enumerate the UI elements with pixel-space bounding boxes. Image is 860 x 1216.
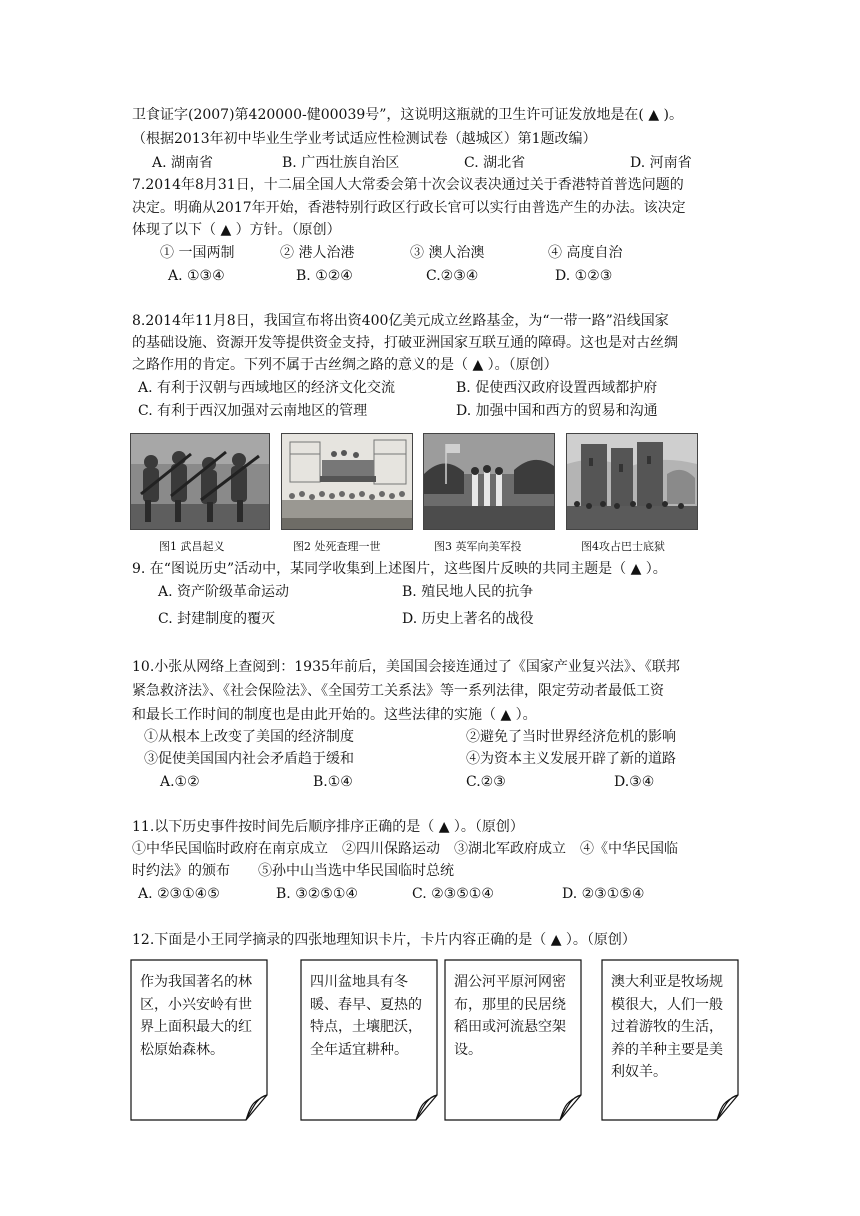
figure-4-caption: 图4攻占巴士底狱 [581, 540, 665, 553]
figure-2-caption: 图2 处死查理一世 [293, 540, 381, 553]
q11-option-c: C. ②③⑤①④ [412, 886, 494, 902]
q10-option-a: A.①② [160, 774, 200, 790]
q7-option-c: C.②③④ [426, 268, 479, 284]
figure-1-image [130, 433, 270, 530]
card-text: 湄公河平原河网密布，那里的民居绕稻田或河流悬空架设。 [454, 974, 566, 1058]
q11-line-3: 时约法》的颁布 ⑤孙中山当选中华民国临时总统 [132, 863, 454, 879]
q10-item-1: ①从根本上改变了美国的经济制度 [144, 729, 354, 745]
q7-option-d: D. ①②③ [555, 268, 613, 284]
q7-item-2: ② 港人治港 [280, 245, 355, 261]
q8-option-b: B. 促使西汉政府设置西域都护府 [456, 380, 658, 396]
q10-item-4: ④为资本主义发展开辟了新的道路 [466, 751, 676, 767]
q8-line-1: 8.2014年11月8日，我国宣布将出资400亿美元成立丝路基金，为“一带一路”沿线国家 [132, 313, 669, 329]
q10-item-3: ③促使美国国内社会矛盾趋于缓和 [144, 751, 354, 767]
q10-option-b: B.①④ [313, 774, 353, 790]
q12-stem: 12.下面是小王同学摘录的四张地理知识卡片，卡片内容正确的是（ ▲ ）。（原创） [132, 932, 636, 948]
q9-option-d: D. 历史上著名的战役 [402, 611, 534, 627]
q8-line-2: 的基础设施、资源开发等提供资金支持，打破亚洲国家互联互通的障碍。这也是对古丝绸 [132, 335, 678, 351]
q7-item-3: ③ 澳人治澳 [410, 245, 485, 261]
q7-line-1: 7.2014年8月31日，十二届全国人大常委会第十次会议表决通过关于香港特首普选问题的 [132, 177, 684, 193]
q6-option-b: B. 广西壮族自治区 [282, 155, 400, 171]
bastille-painting-icon [567, 434, 697, 529]
q11-line-1: 11.以下历史事件按时间先后顺序排序正确的是（ ▲ ）。（原创） [132, 819, 524, 835]
execution-engraving-icon [282, 434, 412, 529]
q6-line-1: 卫食证字(2007)第420000-健00039号”，这说明这瓶就的卫生许可证发放地是在( ▲ )。 [132, 107, 684, 123]
geography-card-2 [300, 959, 438, 1121]
geography-card-1 [130, 959, 268, 1121]
q8-line-3: 之路作用的肯定。下列不属于古丝绸之路的意义的是（ ▲ ）。（原创） [132, 357, 558, 373]
q9-option-c: C. 封建制度的覆灭 [158, 611, 276, 627]
q11-option-d: D. ②③①⑤④ [562, 886, 645, 902]
q7-line-2: 决定。明确从2017年开始，香港特别行政区行政长官可以实行由普选产生的办法。该决定 [132, 200, 686, 216]
q10-line-1: 10.小张从网络上查阅到：1935年前后，美国国会接连通过了《国家产业复兴法》、《联邦 [132, 659, 680, 675]
q6-option-c: C. 湖北省 [464, 155, 526, 171]
q6-option-a: A. 湖南省 [152, 155, 214, 171]
q10-line-3: 和最长工作时间的制度也是由此开始的。这些法律的实施（ ▲ ）。 [132, 707, 537, 723]
q7-line-3: 体现了以下（ ▲ ）方针。（原创） [132, 222, 341, 238]
q7-option-a: A. ①③④ [168, 268, 225, 284]
q7-item-4: ④ 高度自治 [548, 245, 623, 261]
q9-option-a: A. 资产阶级革命运动 [158, 584, 290, 600]
figure-2-image [281, 433, 413, 530]
q11-option-a: A. ②③①④⑤ [138, 886, 220, 902]
geography-card-3 [444, 959, 582, 1121]
q9-stem: 9. 在“图说历史”活动中，某同学收集到上述图片，这些图片反映的共同主题是（ ▲ ）。 [132, 561, 667, 577]
geography-card-4 [601, 959, 739, 1121]
q8-option-c: C. 有利于西汉加强对云南地区的管理 [138, 403, 368, 419]
q8-option-a: A. 有利于汉朝与西域地区的经济文化交流 [138, 380, 396, 396]
figure-3-image [423, 433, 555, 530]
q10-item-2: ②避免了当时世界经济危机的影响 [466, 729, 676, 745]
card-text: 作为我国著名的林区，小兴安岭有世界上面积最大的红松原始森林。 [140, 974, 252, 1058]
q10-option-d: D.③④ [614, 774, 655, 790]
card-text: 澳大利亚是牧场规模很大，人们一般过着游牧的生活，养的羊种主要是美利奴羊。 [611, 974, 723, 1080]
figure-4-image [566, 433, 698, 530]
surrender-painting-icon [424, 434, 554, 529]
q11-line-2: ①中华民国临时政府在南京成立 ②四川保路运动 ③湖北军政府成立 ④《中华民国临 [132, 841, 678, 857]
card-text: 四川盆地具有冬暖、春早、夏热的特点，土壤肥沃，全年适宜耕种。 [310, 974, 422, 1058]
q9-option-b: B. 殖民地人民的抗争 [402, 584, 534, 600]
q8-option-d: D. 加强中国和西方的贸易和沟通 [456, 403, 658, 419]
q7-option-b: B. ①②④ [296, 268, 353, 284]
q6-option-d: D. 河南省 [630, 155, 692, 171]
q10-line-2: 紧急救济法》、《社会保险法》、《全国劳工关系法》等一系列法律，限定劳动者最低工资 [132, 683, 664, 699]
figure-1-caption: 图1 武昌起义 [159, 540, 225, 553]
q11-option-b: B. ③②⑤①④ [276, 886, 358, 902]
q10-option-c: C.②③ [466, 774, 506, 790]
uprising-engraving-icon [131, 434, 269, 529]
q6-line-2: （根据2013年初中毕业生学业考试适应性检测试卷（越城区）第1题改编） [132, 131, 597, 147]
figure-3-caption: 图3 英军向美军投 [434, 540, 522, 553]
q7-item-1: ① 一国两制 [160, 245, 235, 261]
